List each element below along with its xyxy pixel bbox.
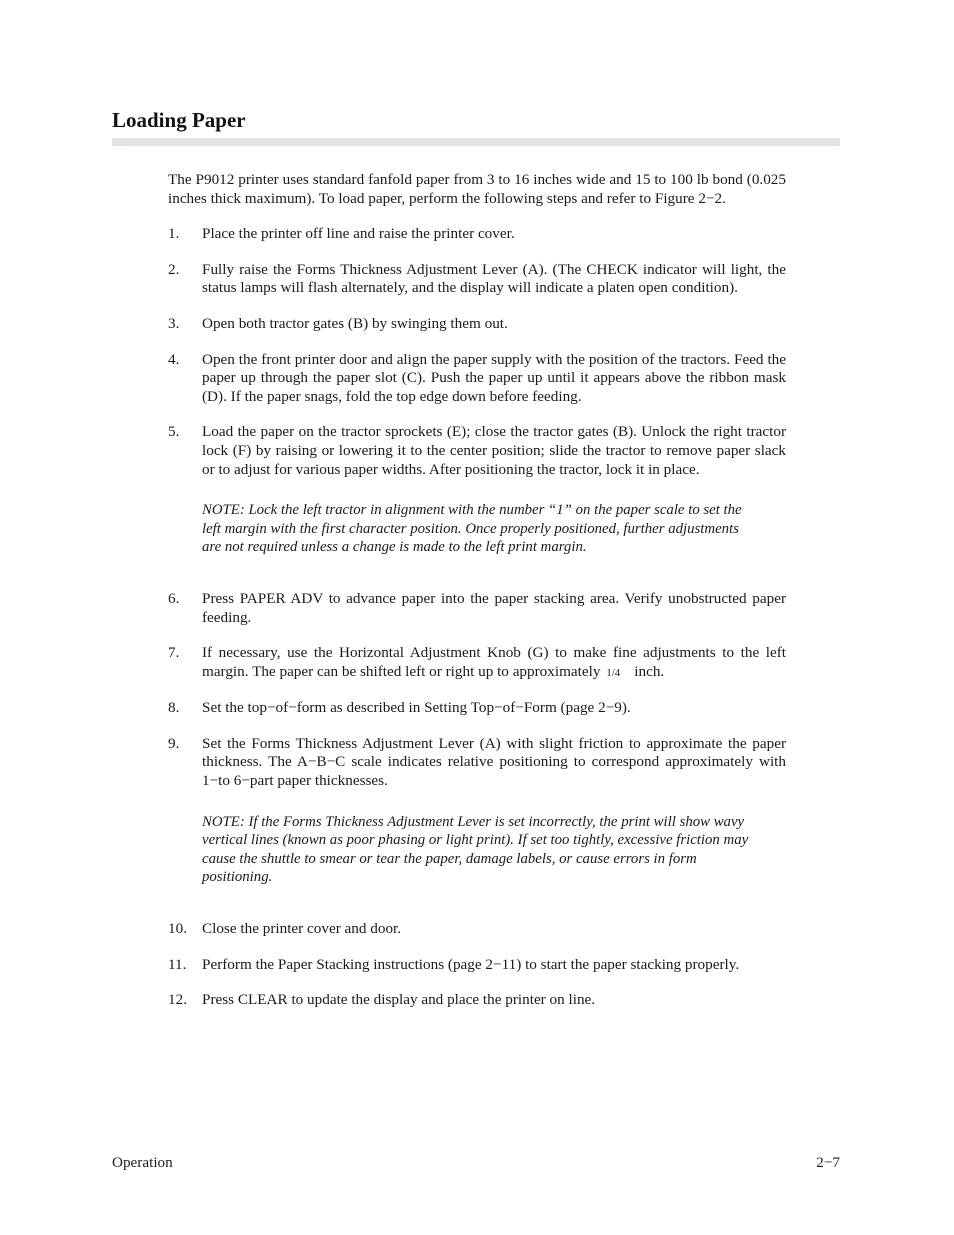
step-number: 8. [168, 699, 180, 717]
footer-section: Operation [112, 1154, 173, 1171]
step-number: 5. [168, 423, 180, 441]
step-text: Open both tractor gates (B) by swinging them out. [202, 314, 508, 332]
heading-rule [112, 138, 840, 146]
note-paragraph: NOTE: Lock the left tractor in alignment with the number “1” on the paper scale to set the left margin with the first character position. Once properly positioned, further adjustments are not required unless a change is made to the left print margin. [202, 502, 742, 556]
step-text: Press CLEAR to update the display and place the printer on line. [202, 991, 596, 1009]
step-text: Open the front printer door and align the paper supply with the position of the tractors. Feed the paper up through the paper slot (C). Push the paper up until it appears above the ribbon mask (D). If the paper snags, fold the top edge down before feeding. [202, 350, 786, 405]
step-number: 12. [168, 991, 187, 1009]
footer-page-number: 2−7 [816, 1154, 840, 1171]
step-text: Perform the Paper Stacking instructions (page 2−11) to start the paper stacking properly. [202, 955, 740, 973]
document-body [168, 171, 786, 1027]
step-number: 1. [168, 225, 180, 243]
page-title: Loading Paper [112, 108, 246, 132]
step-text: Set the top−of−form as described in Setting Top−of−Form (page 2−9). [202, 699, 631, 717]
step-item [168, 423, 786, 479]
step-number: 3. [168, 314, 180, 332]
step-item [168, 699, 786, 718]
step-number: 7. [168, 644, 180, 662]
step-number: 10. [168, 920, 187, 938]
fraction-quarter: 1/4 [606, 666, 621, 679]
step-item [168, 351, 786, 407]
step-item [168, 920, 786, 939]
step-text: Set the Forms Thickness Adjustment Lever (A) with slight friction to approximate the paper thickness. The A−B−C scale indicates relative positioning to correspond approximately with 1−to 6−part paper thicknesses. [202, 734, 786, 790]
step-item [168, 956, 786, 975]
step-number: 4. [168, 350, 180, 368]
step-item [168, 590, 786, 627]
step-text-part: inch. [634, 662, 665, 680]
step-number: 2. [168, 260, 180, 278]
step-number: 6. [168, 589, 180, 607]
step-number: 11. [168, 955, 187, 973]
step-item [168, 225, 786, 244]
step-item [168, 261, 786, 298]
step-text: Fully raise the Forms Thickness Adjustment Lever (A). (The CHECK indicator will light, the status lamps will flash alternately, and the display will indicate a platen open condition). [202, 260, 786, 297]
step-text: Press PAPER ADV to advance paper into the paper stacking area. Verify unobstructed paper feeding. [202, 589, 786, 626]
step-item [168, 991, 786, 1010]
note-paragraph: NOTE: If the Forms Thickness Adjustment Lever is set incorrectly, the print will show wavy vertical lines (known as poor phasing or light print). If set too tightly, excessive friction may cause the shuttle to smear or tear the paper, damage labels, or cause errors in form positioning. [202, 813, 749, 886]
step-number: 9. [168, 734, 180, 752]
step-text: Place the printer off line and raise the printer cover. [202, 225, 515, 243]
step-item [168, 315, 786, 334]
intro-paragraph: The P9012 printer uses standard fanfold paper from 3 to 16 inches wide and 15 to 100 lb bond (0.025 inches thick maximum). To load paper, perform the following steps and refer to Figure 2−2. [168, 171, 786, 207]
step-text-part: If necessary, use the Horizontal Adjustment Knob (G) to make fine adjustments to the left margin. The paper can be shifted left or right up to approximately [202, 644, 786, 680]
step-item [168, 644, 786, 682]
step-text [202, 644, 786, 682]
step-item [168, 735, 786, 791]
step-text: Load the paper on the tractor sprockets (E); close the tractor gates (B). Unlock the right tractor lock (F) by raising or lowering it to the center position; slide the tractor to remove paper slack or to adjust for various paper widths. After positioning the tractor, lock it in place. [202, 423, 786, 478]
step-text: Close the printer cover and door. [202, 920, 402, 938]
